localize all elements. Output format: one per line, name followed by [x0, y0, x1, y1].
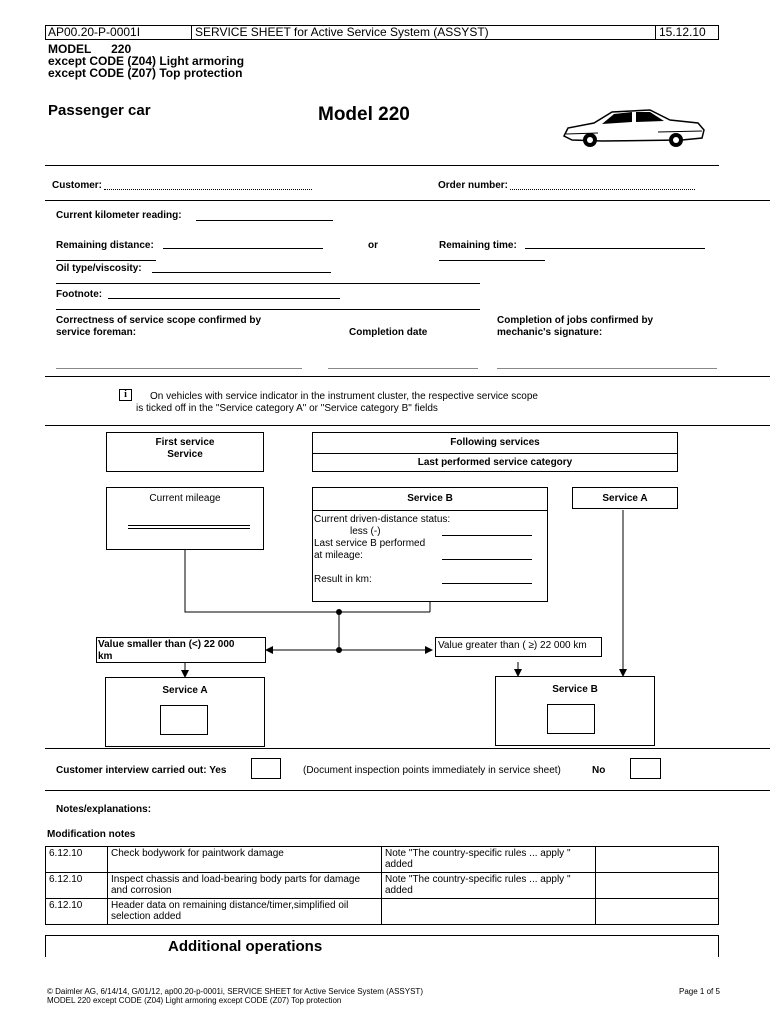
mod-note: Note "The country-specific rules ... apply " added — [382, 873, 596, 899]
current-mileage-label: Current mileage — [149, 493, 221, 504]
interview-no-checkbox[interactable] — [630, 758, 661, 779]
passenger-car-label: Passenger car — [48, 102, 151, 119]
customer-label: Customer: — [52, 180, 103, 191]
footnote-label: Footnote: — [56, 289, 103, 300]
mod-extra — [596, 847, 719, 873]
km-reading-label: Current kilometer reading: — [56, 210, 182, 221]
foreman-label-2: service foreman: — [56, 327, 137, 338]
mod-extra — [596, 873, 719, 899]
mod-text: Check bodywork for paintwork damage — [108, 847, 382, 873]
mod-date: 6.12.10 — [46, 873, 108, 899]
info-line-1: On vehicles with service indicator in the instrument cluster, the respective service scope — [150, 391, 538, 402]
doc-date: 15.12.10 — [659, 25, 706, 39]
remaining-time-label: Remaining time: — [439, 240, 517, 251]
service-a-checkbox[interactable] — [160, 705, 208, 735]
completion-date-label: Completion date — [349, 327, 428, 338]
table-row — [46, 899, 719, 925]
page-number: Page 1 of 5 — [679, 987, 720, 996]
mod-extra — [596, 899, 719, 925]
modification-notes-table — [45, 846, 719, 925]
except-code-z07: except CODE (Z07) Top protection — [48, 66, 243, 80]
model-heading: Model 220 — [318, 104, 410, 125]
first-service-sub: Service — [167, 449, 203, 460]
following-services-label: Following services — [450, 437, 540, 448]
status-line-4: at mileage: — [314, 550, 363, 561]
footer-line-2: MODEL 220 except CODE (Z04) Light armoring except CODE (Z07) Top protection — [47, 996, 342, 1005]
result-service-a-label: Service A — [162, 685, 208, 696]
doc-title: SERVICE SHEET for Active Service System (ASSYST) — [195, 25, 489, 39]
table-row — [46, 847, 719, 873]
service-b-checkbox[interactable] — [547, 704, 595, 734]
mechanic-label-2: mechanic's signature: — [497, 327, 603, 338]
mod-note — [382, 899, 596, 925]
status-line-2: less (-) — [350, 526, 381, 537]
status-line-3: Last service B performed — [314, 538, 426, 549]
or-label: or — [368, 240, 378, 251]
mod-text: Header data on remaining distance/timer,simplified oil selection added — [108, 899, 382, 925]
mod-text: Inspect chassis and load-bearing body parts for damage and corrosion — [108, 873, 382, 899]
greater-value-label: Value greater than ( ≥) 22 000 km — [438, 640, 587, 651]
remaining-distance-label: Remaining distance: — [56, 240, 154, 251]
mod-note: Note "The country-specific rules ... apply " added — [382, 847, 596, 873]
except-code-z04: except CODE (Z04) Light armoring — [48, 54, 245, 68]
notes-label: Notes/explanations: — [56, 804, 152, 815]
interview-yes-checkbox[interactable] — [251, 758, 281, 779]
mod-date: 6.12.10 — [46, 847, 108, 873]
order-number-label: Order number: — [438, 180, 509, 191]
status-line-5: Result in km: — [314, 574, 372, 585]
first-service-label: First service — [155, 437, 215, 448]
interview-label: Customer interview carried out: Yes — [56, 765, 227, 776]
service-b-heading: Service B — [407, 493, 453, 504]
status-line-1: Current driven-distance status: — [314, 514, 451, 525]
smaller-value-unit: km — [98, 651, 113, 662]
mechanic-label-1: Completion of jobs confirmed by — [497, 315, 654, 326]
doc-id: AP00.20-P-0001I — [48, 25, 141, 39]
interview-note: (Document inspection points immediately in service sheet) — [303, 765, 561, 776]
additional-operations-heading: Additional operations — [168, 938, 323, 955]
foreman-label-1: Correctness of service scope confirmed by — [56, 315, 262, 326]
last-performed-label: Last performed service category — [417, 457, 573, 468]
info-icon: i — [119, 389, 132, 401]
oil-label: Oil type/viscosity: — [56, 263, 142, 274]
interview-no-label: No — [592, 765, 606, 776]
model-line: MODEL 220 — [48, 42, 132, 56]
result-service-b-label: Service B — [552, 684, 598, 695]
info-line-2: is ticked off in the "Service category A" or "Service category B" fields — [136, 403, 438, 414]
table-row — [46, 873, 719, 899]
footer-line-1: © Daimler AG, 6/14/14, G/01/12, ap00.20-p-0001i, SERVICE SHEET for Active Service System (ASSYST) — [47, 987, 423, 996]
modification-notes-heading: Modification notes — [47, 829, 136, 840]
smaller-value-label: Value smaller than (<) 22 000 — [98, 639, 235, 650]
service-a-heading: Service A — [602, 493, 648, 504]
mod-date: 6.12.10 — [46, 899, 108, 925]
